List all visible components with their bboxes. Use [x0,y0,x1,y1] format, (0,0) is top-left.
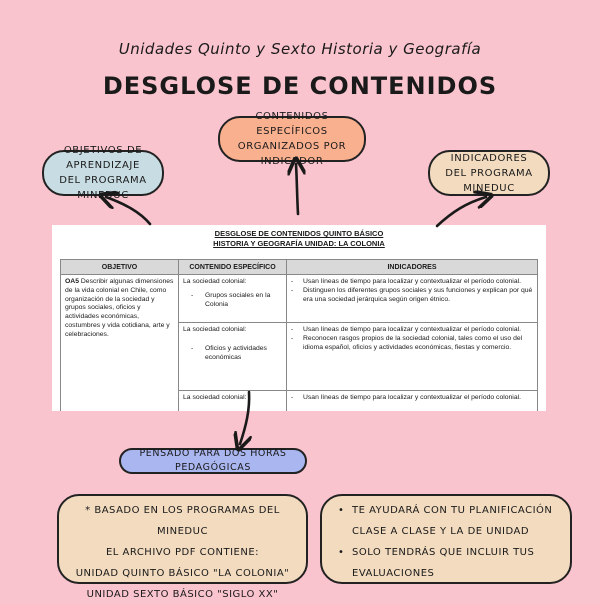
note-left-line: * BASADO EN LOS PROGRAMAS DEL MINEDUC [85,505,280,537]
content-cell: La sociedad colonial: - Grupos sociales en la Colonia [179,275,287,323]
indicator-text: Usan líneas de tiempo para localizar y contextualizar el período colonial. [303,278,521,285]
column-header-objetivo: OBJETIVO [61,260,179,275]
content-item: Grupos sociales en la Colonia [205,291,271,308]
objetivos-bubble: OBJETIVOS DE APRENDIZAJE DEL PROGRAMA MINEDUC [42,150,164,196]
objective-cell [61,275,179,412]
table-header-row [61,260,538,275]
note-left-line: UNIDAD QUINTO BÁSICO "LA COLONIA" [75,568,290,579]
note-left-line: UNIDAD SEXTO BÁSICO "SIGLO XX" [86,589,279,600]
indicators-cell: - Usan líneas de tiempo para localizar y contextualizar el período colonial. [287,391,538,412]
document-heading-1: DESGLOSE DE CONTENIDOS QUINTO BÁSICO [214,229,384,238]
note-right [320,494,572,584]
indicators-cell: - Usan líneas de tiempo para localizar y contextualizar el período colonial. - Reconocen rasgos propios de la sociedad colonial, tales como el uso del idioma español, oficios y actividades económicas, fiestas y comercio. [287,323,538,391]
arrow-icon [437,197,486,226]
table-row [61,275,538,323]
content-cell [179,391,287,412]
content-cell: La sociedad colonial: - Oficios y actividades económicas [179,323,287,391]
page-title: DESGLOSE DE CONTENIDOS [102,72,498,100]
indicators-cell: - Usan líneas de tiempo para localizar y contextualizar el período colonial. - Distinguen los diferentes grupos sociales y sus funciones y explican por qué era una sociedad jerárquica según origen étnico. [287,275,538,323]
document-preview [52,225,546,411]
note-right-item: • TE AYUDARÁ CON TU PLANIFICACIÓN CLASE A CLASE Y LA DE UNIDAD [336,500,562,542]
indicator-text: Usan líneas de tiempo para localizar y contextualizar el período colonial. [303,326,521,333]
content-intro: La sociedad colonial: [183,394,247,401]
document-heading-2: HISTORIA Y GEOGRAFÍA UNIDAD: LA COLONIA [213,238,385,248]
note-left-line: EL ARCHIVO PDF CONTIENE: [105,547,260,558]
indicator-text: Reconocen rasgos propios de la sociedad colonial, tales como el uso del idioma español, oficios y actividades económicas, fiestas y comercio. [303,334,523,351]
content-item: Oficios y actividades económicas [205,344,267,361]
header-subtitle: Unidades Quinto y Sexto Historia y Geografía [118,40,482,58]
pedagogicas-bubble: PENSADO PARA DOS HORAS PEDAGÓGICAS [119,448,307,474]
column-header-contenido: CONTENIDO ESPECÍFICO [179,260,287,275]
arrow-icon [296,164,298,214]
indicadores-bubble: INDICADORES DEL PROGRAMA MINEDUC [428,150,550,196]
content-table [60,259,538,411]
content-intro: La sociedad colonial: [183,326,247,333]
content-intro: La sociedad colonial: [183,278,247,285]
column-header-indicadores: INDICADORES [287,260,538,275]
indicator-text: Usan líneas de tiempo para localizar y contextualizar el período colonial. [303,394,521,401]
indicator-text: Distinguen los diferentes grupos sociales y sus funciones y explican por qué era una sociedad jerárquica según origen étnico. [303,286,533,303]
contenidos-bubble: CONTENIDOS ESPECÍFICOS ORGANIZADOS POR INDICADOR [218,116,366,162]
objective-text: Describir algunas dimensiones de la vida colonial en Chile, como organización de la sociedad y grupos sociales, oficios y actividades económicas, costumbres y vida cotidiana, arte y celebraciones. [65,278,174,338]
objective-code: OA5 [65,278,79,285]
note-right-item: • SOLO TENDRÁS QUE INCLUIR TUS EVALUACIONES [336,542,562,584]
note-left [57,494,308,600]
